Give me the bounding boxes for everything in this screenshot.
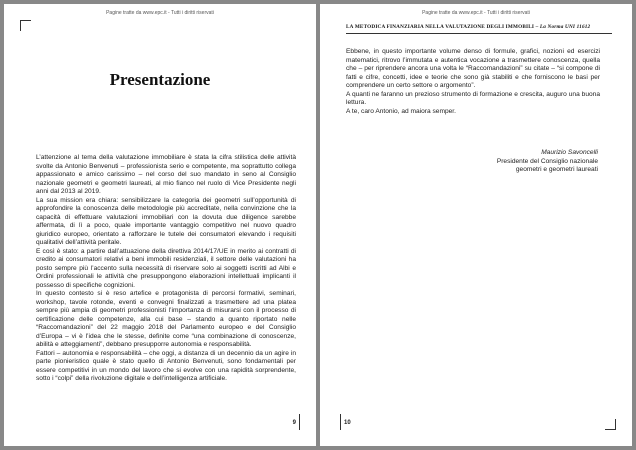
page-9 (4, 4, 316, 446)
page-number-rule (340, 414, 341, 430)
paragraph: A quanti ne faranno un prezioso strumento di formazione e crescita, auguro una buona lettura. (346, 90, 600, 106)
signature-name: Maurizio Savoncelli (541, 149, 598, 156)
crop-mark (20, 20, 31, 31)
running-head (346, 24, 612, 34)
running-head-title: LA METODICA FINANZIARIA NELLA VALUTAZIONE DEGLI IMMOBILI – (346, 24, 540, 30)
paragraph: A te, caro Antonio, ad maiora semper. (346, 107, 456, 115)
signature-role: Presidente del Consiglio nazionale (496, 157, 598, 165)
paragraph: E così è stato: a partire dall’attuazione della direttiva 2014/17/UE in merito ai contratti di credito ai consumatori relativi a beni immobili residenziali, il settore delle valutazioni ha posto sempre più l’accento sulla necessità di riservare solo ai soggetti iscritti ad Albi e Ordini professionali le attività che presuppongono elaborazioni intellettuali implicanti il possesso di specifiche cognizioni. (36, 247, 296, 289)
paragraph: Ebbene, in questo importante volume denso di formule, grafici, nozioni ed esercizi matematici, ritrovo l’immutata e autentica vocazione a trasmettere conoscenza, quella che – per riprendere ancora una volta le “Raccomandazioni” su citate – “si compone di fatti e cifre, concetti, idee e teorie che sono già stabiliti e che forniscono le basi per comprendere un certo settore o argomento”. (346, 48, 600, 89)
paragraph: In questo contesto si è reso artefice e protagonista di percorsi formativi, seminari, workshop, tavole rotonde, eventi e convegni finalizzati a trasmettere ad una platea sempre più ampia di geometri professionisti l’importanza di misurarsi con il processo di certificazione delle competenze, alla cui base – stando a quanto riportato nelle “Raccomandazioni” del 22 maggio 2018 del Parlamento europeo e del Consiglio d’Europa – vi è l’idea che le stesse, definite come “una combinazione di conoscenze, abilità e atteggiamenti”, debbano presupporre autonomia e responsabilità. (36, 290, 296, 348)
body-text (346, 48, 600, 116)
watermark: Pagine tratte da www.epc.it - Tutti i diritti riservati (422, 10, 530, 16)
paragraph: La sua mission era chiara: sensibilizzare la categoria dei geometri sull’opportunità di approfondire la conoscenza delle metodologie più accreditate, nella convinzione che la capacità di effettuare valutazioni immobiliari con la dovuta due diligence sarebbe affermata, di lì a poco, quale importante vantaggio competitivo nel nuovo quadro giuridico europeo, orientato a rafforzare le tutele dei consumatori elevando i requisiti qualitativi dell’attività peritale. (36, 196, 296, 246)
page-number-rule (299, 414, 300, 430)
page-number: 9 (292, 420, 296, 426)
watermark: Pagine tratte da www.epc.it - Tutti i diritti riservati (106, 10, 214, 16)
paragraph: L’attenzione al tema della valutazione immobiliare è stata la cifra stilistica delle attività svolte da Antonio Benvenuti – professionista serio e competente, ma soprattutto collega appassionato e amico carissimo – nel corso del suo mandato in seno al Consiglio nazionale geometri e geometri laureati, al mio fianco nel ruolo di Vice Presidente negli anni dal 2013 al 2019. (36, 154, 296, 195)
page-number: 10 (344, 420, 351, 426)
body-text (36, 154, 296, 384)
signature-block (497, 149, 598, 175)
paragraph: Fattori – autonomia e responsabilità – che oggi, a distanza di un decennio da un agire in parte pionieristico quale è stato quello di Antonio Benvenuti, sono fondamentali per essere competitivi in un mondo del lavoro che si evolve con una rapidità sorprendente, sotto i “colpi” della rivoluzione digitale e dell’intelligenza artificiale. (36, 349, 296, 382)
page-title: Presentazione (109, 70, 211, 89)
running-head-subtitle: La Norma UNI 11612 (539, 24, 591, 30)
page-10 (320, 4, 632, 446)
crop-mark (605, 419, 616, 430)
signature-role: geometri e geometri laureati (515, 166, 598, 173)
